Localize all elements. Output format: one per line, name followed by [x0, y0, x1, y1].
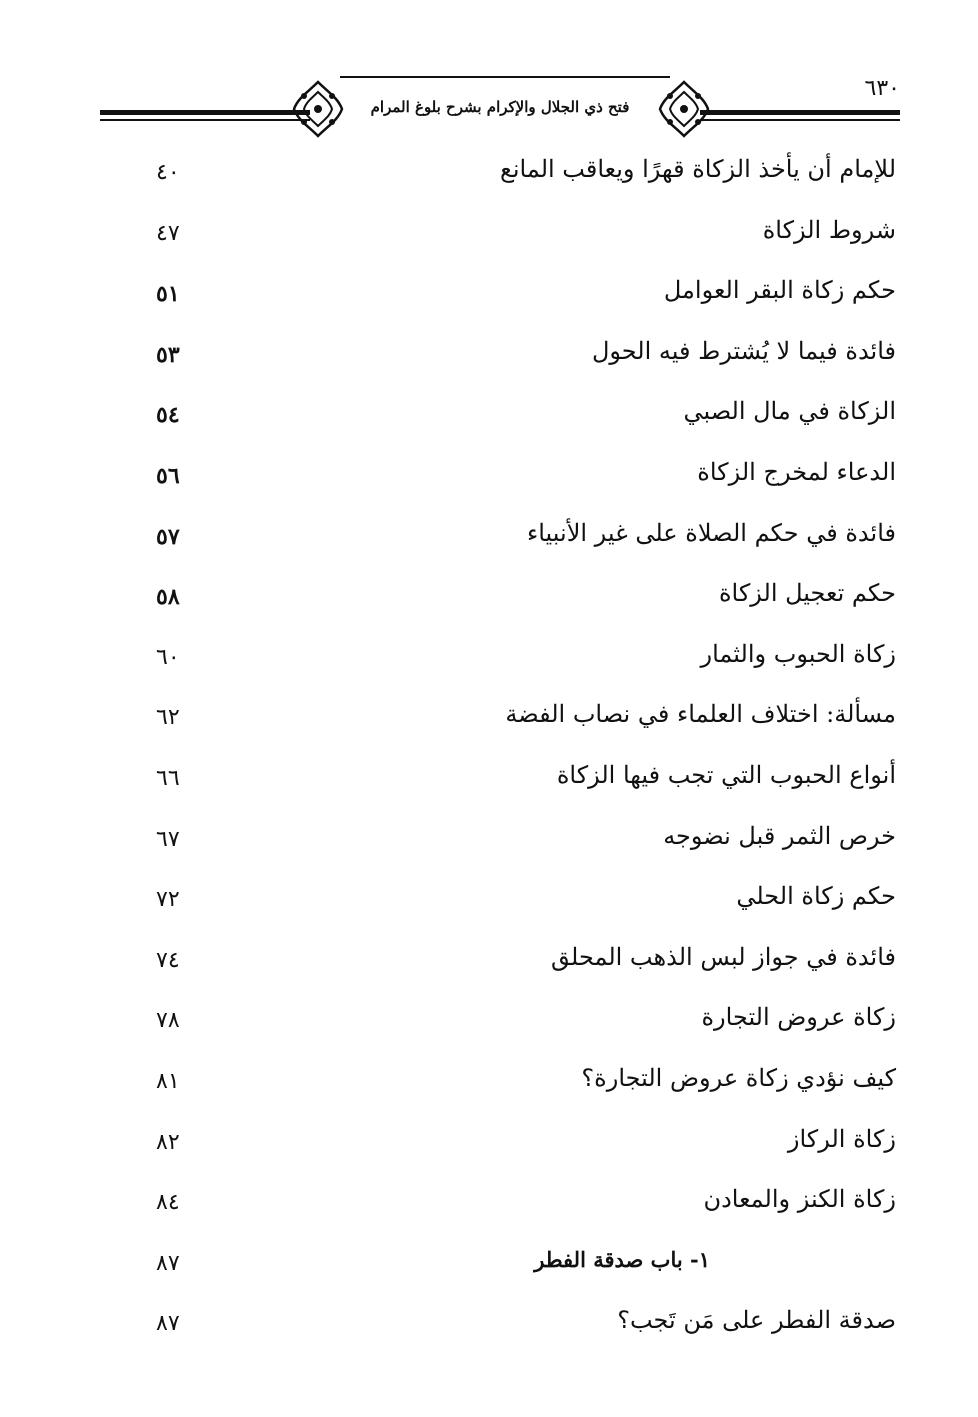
toc-row: [150, 1178, 900, 1239]
toc-entry-page: ٥٨: [156, 584, 180, 611]
toc-row: [150, 633, 900, 694]
toc-entry-title: حكم زكاة الحلي: [736, 882, 896, 911]
page-number: ٦٣٠: [864, 76, 900, 101]
toc-row: [150, 1057, 900, 1118]
toc-entry-page: ٧٢: [156, 887, 180, 913]
toc-row: [150, 512, 900, 573]
toc-row: [150, 148, 900, 209]
toc-entry-page: ٨٧: [156, 1250, 180, 1276]
toc-row: [150, 269, 900, 330]
toc-entry-page: ٤٠: [156, 160, 180, 185]
toc-entry-page: ٨١: [156, 1068, 180, 1094]
toc-entry-title: زكاة الركاز: [787, 1124, 896, 1153]
toc-entry-title: زكاة عروض التجارة: [701, 1003, 896, 1032]
toc-entry-title: فائدة في جواز لبس الذهب المحلق: [550, 942, 896, 971]
toc-row: [150, 875, 900, 936]
toc-entry-page: ٥٧: [156, 523, 180, 550]
toc-entry-title: الزكاة في مال الصبي: [683, 397, 896, 426]
toc-entry-page: ٥٣: [156, 341, 180, 368]
toc-entry-page: ٦٠: [156, 644, 180, 670]
toc-entry-page: ٧٨: [156, 1008, 180, 1034]
toc-row: [150, 936, 900, 997]
toc-entry-title: صدقة الفطر على مَن تَجب؟: [617, 1306, 896, 1335]
toc-entry-title: الدعاء لمخرج الزكاة: [697, 457, 896, 486]
toc-entry-title: فائدة في حكم الصلاة على غير الأنبياء: [526, 518, 896, 547]
toc-entry-title: حكم زكاة البقر العوامل: [663, 276, 896, 305]
toc-row: [150, 754, 900, 815]
toc-entry-page: ٥٤: [156, 402, 180, 429]
toc-entry-title: كيف نؤدي زكاة عروض التجارة؟: [581, 1063, 896, 1092]
toc-row: [150, 815, 900, 876]
toc-row: [150, 451, 900, 512]
table-of-contents: [150, 148, 900, 1360]
toc-entry-page: ٨٢: [156, 1129, 180, 1155]
toc-entry-page: ٨٤: [156, 1190, 180, 1216]
toc-row: [150, 572, 900, 633]
toc-entry-title: مسألة: اختلاف العلماء في نصاب الفضة: [505, 700, 896, 729]
toc-row: [150, 390, 900, 451]
header-rule-right: [700, 110, 900, 115]
toc-entry-page: ٥١: [156, 281, 180, 308]
toc-chapter-title: ١- باب صدقة الفطر: [534, 1246, 710, 1272]
toc-entry-page: ٦٦: [156, 765, 180, 791]
toc-row-chapter: [150, 1239, 900, 1300]
toc-entry-title: زكاة الكنز والمعادن: [703, 1185, 896, 1214]
header-rule-right-thin: [700, 119, 900, 121]
toc-entry-page: ٧٤: [156, 947, 180, 973]
toc-row: [150, 693, 900, 754]
page-header: [100, 70, 900, 140]
toc-entry-title: فائدة فيما لا يُشترط فيه الحول: [591, 336, 896, 365]
toc-entry-page: ٤٧: [156, 220, 180, 246]
ornament-right-icon: [656, 78, 712, 140]
toc-entry-page: ٦٧: [156, 826, 180, 852]
book-title: فتح ذي الجلال والإكرام بشرح بلوغ المرام: [370, 98, 630, 116]
toc-entry-title: زكاة الحبوب والثمار: [700, 639, 896, 668]
header-top-line: [340, 76, 670, 78]
toc-row: [150, 209, 900, 270]
toc-row: [150, 1299, 900, 1360]
toc-row: [150, 330, 900, 391]
toc-entry-title: شروط الزكاة: [762, 215, 896, 244]
toc-entry-page: ٨٧: [156, 1311, 180, 1337]
toc-entry-page: ٥٦: [156, 462, 180, 489]
header-rule-left-thin: [100, 119, 310, 121]
header-rule-left: [100, 110, 310, 115]
toc-entry-page: ٦٢: [156, 705, 180, 731]
toc-entry-title: حكم تعجيل الزكاة: [718, 579, 896, 608]
toc-entry-title: للإمام أن يأخذ الزكاة قهرًا ويعاقب المانع: [500, 155, 896, 183]
toc-entry-title: أنواع الحبوب التي تجب فيها الزكاة: [556, 760, 896, 789]
ornament-left-icon: [290, 78, 346, 140]
toc-row: [150, 1118, 900, 1179]
toc-entry-title: خرص الثمر قبل نضوجه: [663, 821, 896, 850]
toc-row: [150, 996, 900, 1057]
